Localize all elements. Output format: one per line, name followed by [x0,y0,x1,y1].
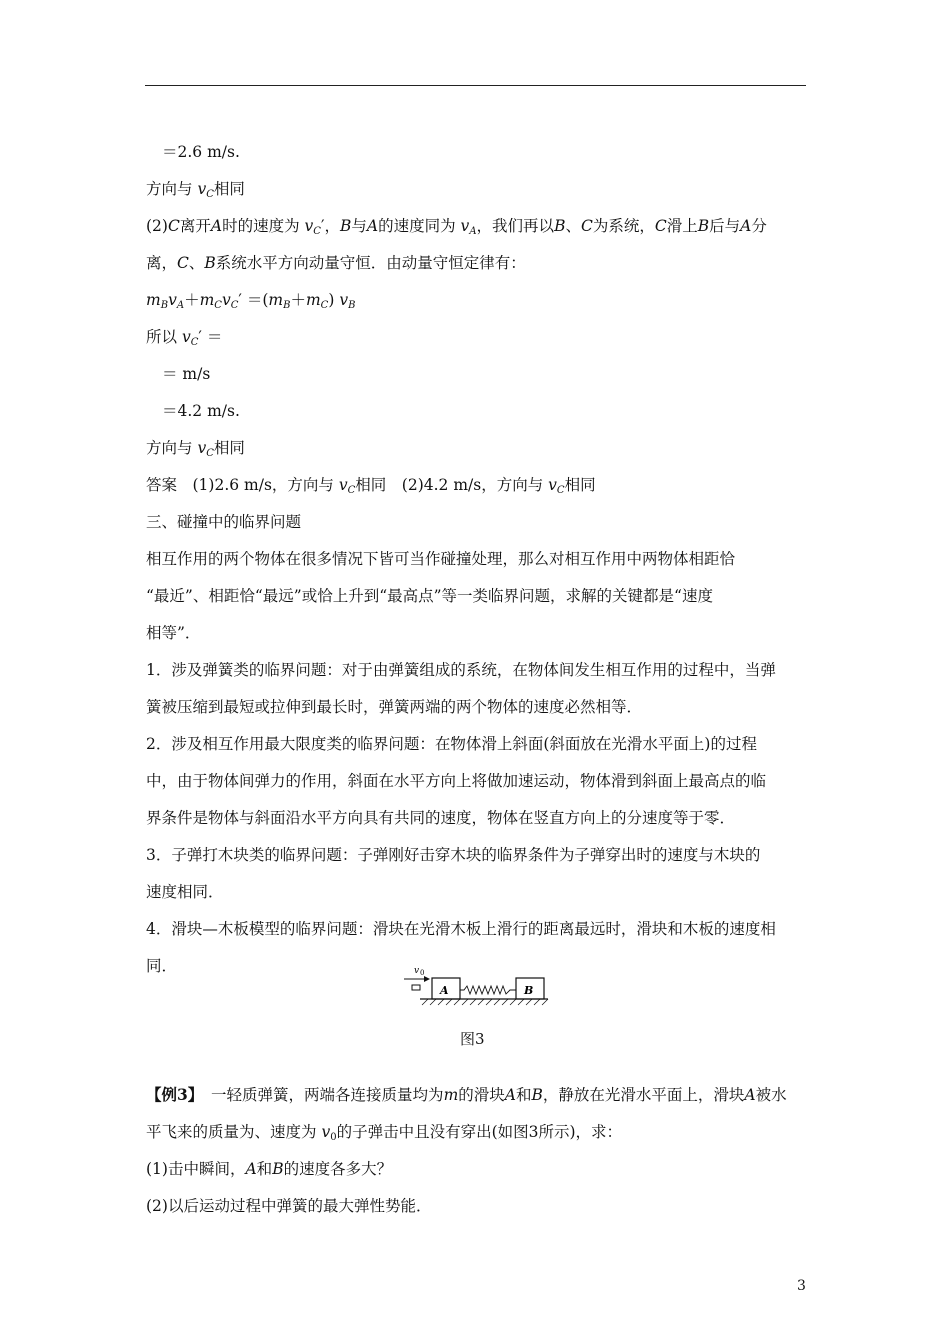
text-line: 2．涉及相互作用最大限度类的临界问题：在物体滑上斜面(斜面放在光滑水平面上)的过程 [146,735,757,753]
answer-line: 答案 (1)2.6 m/s，方向与 $v_C$相同 (2)4.2 m/s，方向与 $v_C$相同 [146,476,596,496]
text-line: 相互作用的两个物体在很多情况下皆可当作碰撞处理，那么对相互作用中两物体相距恰 [146,550,736,568]
text-line: 4．滑块—木板模型的临界问题：滑块在光滑木板上滑行的距离最远时，滑块和木板的速度相 [146,920,776,938]
bullet [412,985,420,990]
formula-line: 所以 $v_C'$ ＝ [146,328,223,348]
formula-line: $m_Bv_A+m_Cv_C' =(m_B+m_C)$ $v_B$ [146,291,356,311]
text-line: “最近”、相距恰“最远”或恰上升到“最高点”等一类临界问题，求解的关键都是“速度 [146,587,713,605]
velocity-arrowhead [424,976,430,982]
header-rule [145,85,806,86]
text-line: 速度相同． [146,883,224,901]
figure-label-v0: v [414,966,420,976]
text-line: 界条件是物体与斜面沿水平方向具有共同的速度，物体在竖直方向上的分速度等于零． [146,809,736,827]
formula-line: ＝ m/s [162,365,211,383]
example-label: 【例3】 [146,1085,196,1104]
figure-spring-blocks [400,963,550,1013]
text-line: 3．子弹打木块类的临界问题：子弹刚好击穿木块的临界条件为子弹穿出时的速度与木块的 [146,846,761,864]
block-a-label: A [440,984,449,997]
example-line: 【例3】 一轻质弹簧，两端各连接质量均为m的滑块A和B，静放在光滑水平面上，滑块A被水 [146,1085,787,1104]
text-line: 离，C、B系统水平方向动量守恒．由动量守恒定律有： [146,254,526,272]
block-b-label: B [524,984,534,997]
text-line: ＝2.6 m/s. [162,143,240,161]
text-line: (2)C离开A时的速度为 $v_C'$，B与A的速度同为 $v_A$，我们再以B、C为系统，C滑上B后与A分 [146,217,767,237]
section-heading: 三、碰撞中的临界问题 [146,513,302,531]
question-line: (1)击中瞬间，A和B的速度各多大？ [146,1160,393,1178]
text-line: 方向与 $v_C$相同 [146,180,245,200]
text-line: 方向与 $v_C$相同 [146,439,245,459]
ground-hatching [422,999,548,1005]
text-line: 1．涉及弹簧类的临界问题：对于由弹簧组成的系统，在物体间发生相互作用的过程中，当弹 [146,661,776,679]
text-line: 同． [146,957,178,975]
figure-caption: 图3 [460,1030,485,1048]
figure-label-v0-sub: 0 [420,969,425,977]
formula-line: ＝4.2 m/s. [162,402,240,420]
question-line: (2)以后运动过程中弹簧的最大弹性势能． [146,1197,432,1215]
text-line: 相等”． [146,624,201,642]
example-line: 平飞来的质量为、速度为 $v_0$的子弹击中且没有穿出(如图3所示)，求： [146,1123,623,1143]
spring [460,986,516,994]
text-line: 簧被压缩到最短或拉伸到最长时，弹簧两端的两个物体的速度必然相等． [146,698,643,716]
text-line: 中，由于物体间弹力的作用，斜面在水平方向上将做加速运动，物体滑到斜面上最高点的临 [146,772,767,790]
page-number: 3 [797,1278,806,1294]
